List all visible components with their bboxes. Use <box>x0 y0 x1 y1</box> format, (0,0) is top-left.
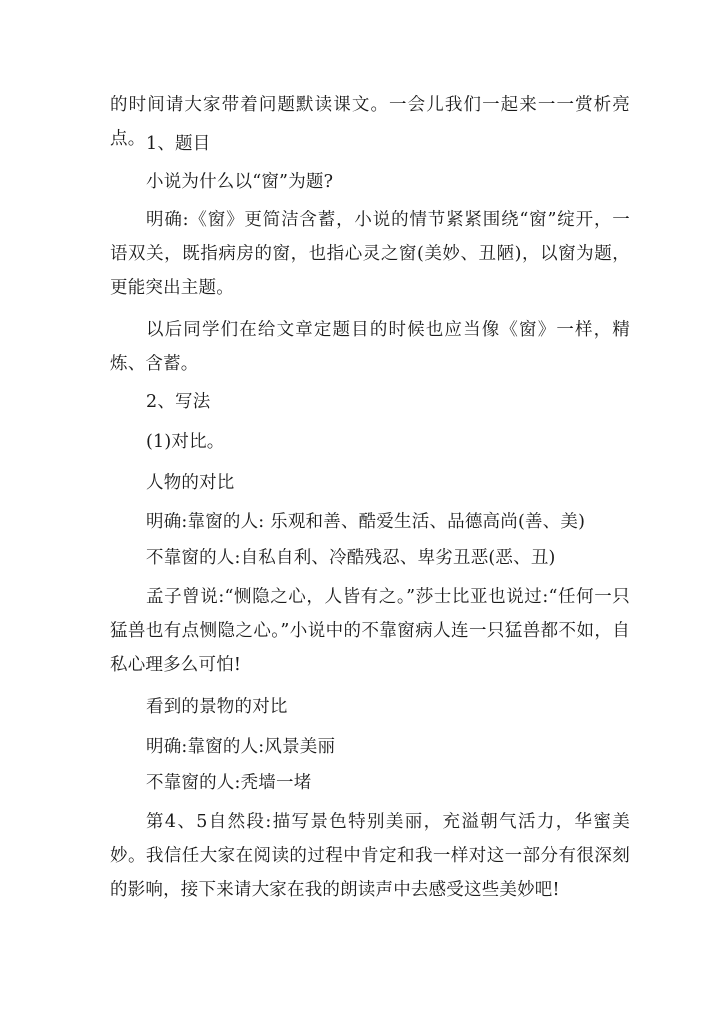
heading-writing-technique: 2、写法 <box>146 392 211 412</box>
paragraph-title-advice: 以后同学们在给文章定题目的时候也应当像《窗》一样，精炼、含蓄。 <box>110 320 630 374</box>
answer-other-patient-traits: 不靠窗的人:自私自利、冷酷残忍、卑劣丑恶(恶、丑) <box>146 548 556 568</box>
heading-title-section: 1、题目 <box>146 134 211 154</box>
subheading-contrast: (1)对比。 <box>146 432 225 452</box>
paragraph-scenery-description: 第4、5自然段:描写景色特别美丽，充溢朝气活力，华蜜美妙。我信任大家在阅读的过程中肯定和我一样对这一部分有很深刻的影响，接下来请大家在我的朗读声中去感受这些美妙吧! <box>110 812 630 900</box>
question-why-window-title: 小说为什么以“窗”为题? <box>146 172 334 192</box>
paragraph-reading-instruction: 的时间请大家带着问题默读课文。一会儿我们一起来一一赏析亮点。 <box>110 95 630 149</box>
answer-window-patient-traits: 明确:靠窗的人: 乐观和善、酷爱生活、品德高尚(善、美) <box>146 512 586 532</box>
paragraph-mencius-quote: 孟子曾说:“恻隐之心，人皆有之。”莎士比亚也说过:“任何一只猛兽也有点恻隐之心。”小说中的不靠窗病人连一只猛兽都不如，自私心理多么可怕! <box>110 587 630 675</box>
label-character-contrast: 人物的对比 <box>146 473 235 493</box>
answer-window-scenery: 明确:靠窗的人:风景美丽 <box>146 737 336 757</box>
answer-window-title: 明确:《窗》更简洁含蓄，小说的情节紧紧围绕“窗”绽开，一语双关，既指病房的窗，也指心灵之窗(美妙、丑陋)，以窗为题，更能突出主题。 <box>110 210 630 298</box>
answer-wall-scenery: 不靠窗的人:秃墙一堵 <box>146 773 312 793</box>
label-scenery-contrast: 看到的景物的对比 <box>146 697 288 717</box>
